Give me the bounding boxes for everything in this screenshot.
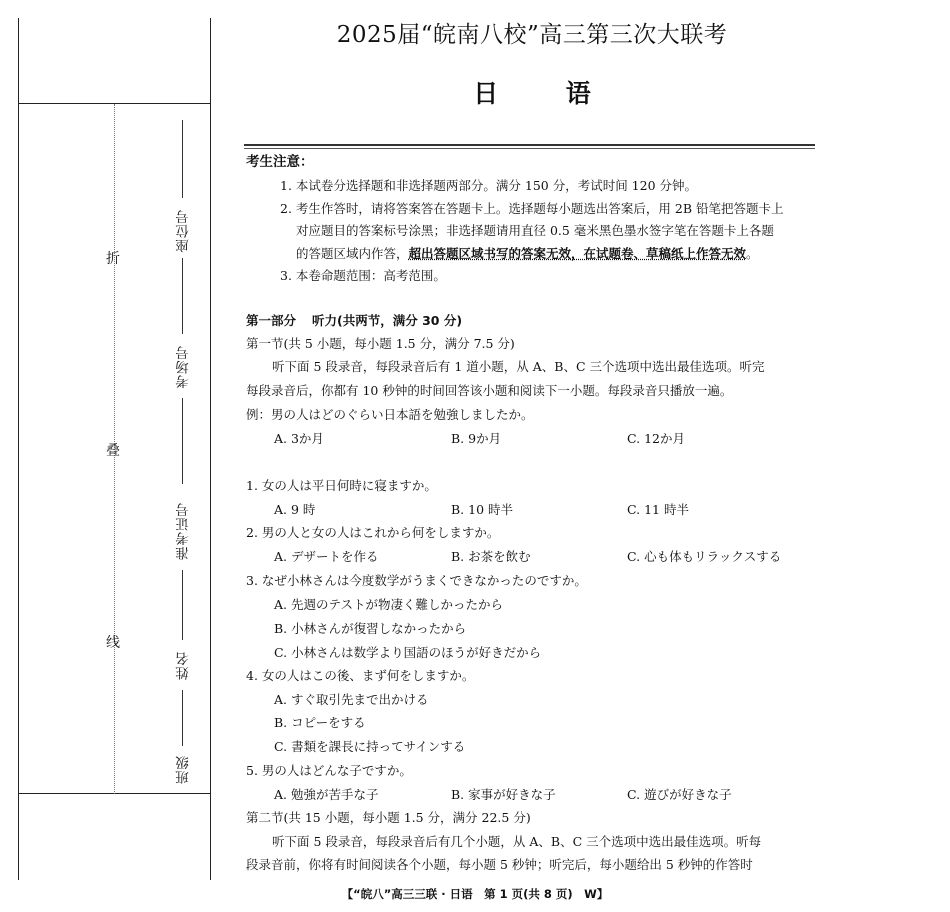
q2-option-c: C. 心も体もリラックスする bbox=[627, 549, 782, 564]
exam-title: 2025届“皖南八校”高三第三次大联考 bbox=[336, 22, 728, 48]
q5-option-a: A. 勉強が苦手な子 bbox=[274, 787, 379, 802]
margin-right-border bbox=[210, 18, 211, 880]
notice-warning: 超出答题区域书写的答案无效，在试题卷、草稿纸上作答无效 bbox=[408, 246, 747, 261]
question-4: 4. 女の人はこの後、まず何をしますか。 bbox=[246, 668, 475, 683]
question-3: 3. なぜ小林さんは今度数学がうまくできなかったのですか。 bbox=[246, 573, 587, 588]
subject-char-1: 日 bbox=[473, 79, 499, 108]
subject-title bbox=[244, 74, 820, 110]
notice-item-2-line-3: 的答题区域内作答，超出答题区域书写的答案无效，在试题卷、草稿纸上作答无效。 bbox=[296, 246, 759, 261]
section1-heading: 第一节(共 5 小题，每小题 1.5 分，满分 7.5 分) bbox=[246, 336, 515, 351]
fold-char-3: 线 bbox=[106, 635, 120, 651]
header-rule-thick bbox=[244, 144, 815, 146]
q3-option-c: C. 小林さんは数学より国語のほうが好きだから bbox=[274, 645, 542, 660]
margin-left-border bbox=[18, 18, 19, 880]
example-option-a: A. 3か月 bbox=[274, 431, 324, 446]
binding-margin bbox=[0, 0, 212, 912]
notice-heading: 考生注意： bbox=[246, 154, 314, 170]
section2-instruction-line-1: 听下面 5 段录音，每段录音后有几个小题，从 A、B、C 三个选项中选出最佳选项。听每 bbox=[272, 834, 762, 849]
q1-option-a: A. 9 時 bbox=[274, 502, 316, 517]
name-field[interactable] bbox=[170, 570, 196, 680]
subject-char-2: 语 bbox=[565, 79, 591, 108]
seat-number-field[interactable] bbox=[170, 120, 196, 252]
q4-option-c: C. 書類を課長に持ってサインする bbox=[274, 739, 466, 754]
question-1: 1. 女の人は平日何時に寝ますか。 bbox=[246, 478, 437, 493]
page-footer: 【“皖八”高三三联 · 日语 第 1 页(共 8 页) W】 bbox=[341, 887, 609, 901]
notice-item-1: 1. 本试卷分选择题和非选择题两部分。满分 150 分，考试时间 120 分钟。 bbox=[280, 178, 698, 193]
section2-instruction-line-2: 段录音前，你将有时间阅读各个小题，每小题 5 秒钟；听完后，每小题给出 5 秒钟的作答时 bbox=[246, 857, 753, 872]
class-field[interactable] bbox=[170, 690, 196, 784]
class-label: 班级 bbox=[176, 755, 192, 784]
admission-number-field[interactable] bbox=[170, 398, 196, 560]
section1-instruction-line-2: 每段录音后，你都有 10 秒钟的时间回答该小题和阅读下一小题。每段录音只播放一遍。 bbox=[246, 383, 733, 398]
q4-option-b: B. コピーをする bbox=[274, 715, 366, 730]
section1-instruction-line-1: 听下面 5 段录音，每段录音后有 1 道小题，从 A、B、C 三个选项中选出最佳选项。听完 bbox=[272, 359, 765, 374]
exam-room-label: 考场号 bbox=[176, 344, 192, 388]
admission-number-label: 准考证号 bbox=[176, 502, 192, 560]
seat-number-label: 座位号 bbox=[176, 208, 192, 252]
q1-option-b: B. 10 時半 bbox=[451, 502, 514, 517]
q3-option-a: A. 先週のテストが物凄く難しかったから bbox=[274, 597, 503, 612]
notice-item-3: 3. 本卷命题范围：高考范围。 bbox=[280, 268, 446, 283]
example-question: 例：男の人はどのぐらい日本語を勉強しましたか。 bbox=[246, 407, 534, 422]
exam-room-field[interactable] bbox=[170, 258, 196, 388]
question-5: 5. 男の人はどんな子ですか。 bbox=[246, 763, 412, 778]
notice-item-2-line-1: 2. 考生作答时，请将答案答在答题卡上。选择题每小题选出答案后，用 2B 铅笔把答题卡上 bbox=[280, 201, 784, 216]
name-label: 姓名 bbox=[176, 651, 192, 680]
fold-char-1: 折 bbox=[106, 251, 120, 267]
q2-option-b: B. お茶を飲む bbox=[451, 549, 531, 564]
q2-option-a: A. デザートを作る bbox=[274, 549, 379, 564]
q5-option-c: C. 遊びが好きな子 bbox=[627, 787, 732, 802]
q3-option-b: B. 小林さんが復習しなかったから bbox=[274, 621, 467, 636]
q4-option-a: A. すぐ取引先まで出かける bbox=[274, 692, 429, 707]
notice-item-2-line-2: 对应题目的答案标号涂黑；非选择题请用直径 0.5 毫米黑色墨水签字笔在答题卡上各题 bbox=[296, 223, 774, 238]
header-rule-thin bbox=[244, 148, 815, 149]
question-2: 2. 男の人と女の人はこれから何をしますか。 bbox=[246, 525, 500, 540]
q5-option-b: B. 家事が好きな子 bbox=[451, 787, 556, 802]
section2-heading: 第二节(共 15 小题，每小题 1.5 分，满分 22.5 分) bbox=[246, 810, 531, 825]
example-option-b: B. 9か月 bbox=[451, 431, 502, 446]
fold-char-2: 叠 bbox=[106, 443, 120, 459]
example-option-c: C. 12か月 bbox=[627, 431, 685, 446]
q1-option-c: C. 11 時半 bbox=[627, 502, 689, 517]
part1-heading: 第一部分 听力(共两节，满分 30 分) bbox=[246, 313, 463, 328]
